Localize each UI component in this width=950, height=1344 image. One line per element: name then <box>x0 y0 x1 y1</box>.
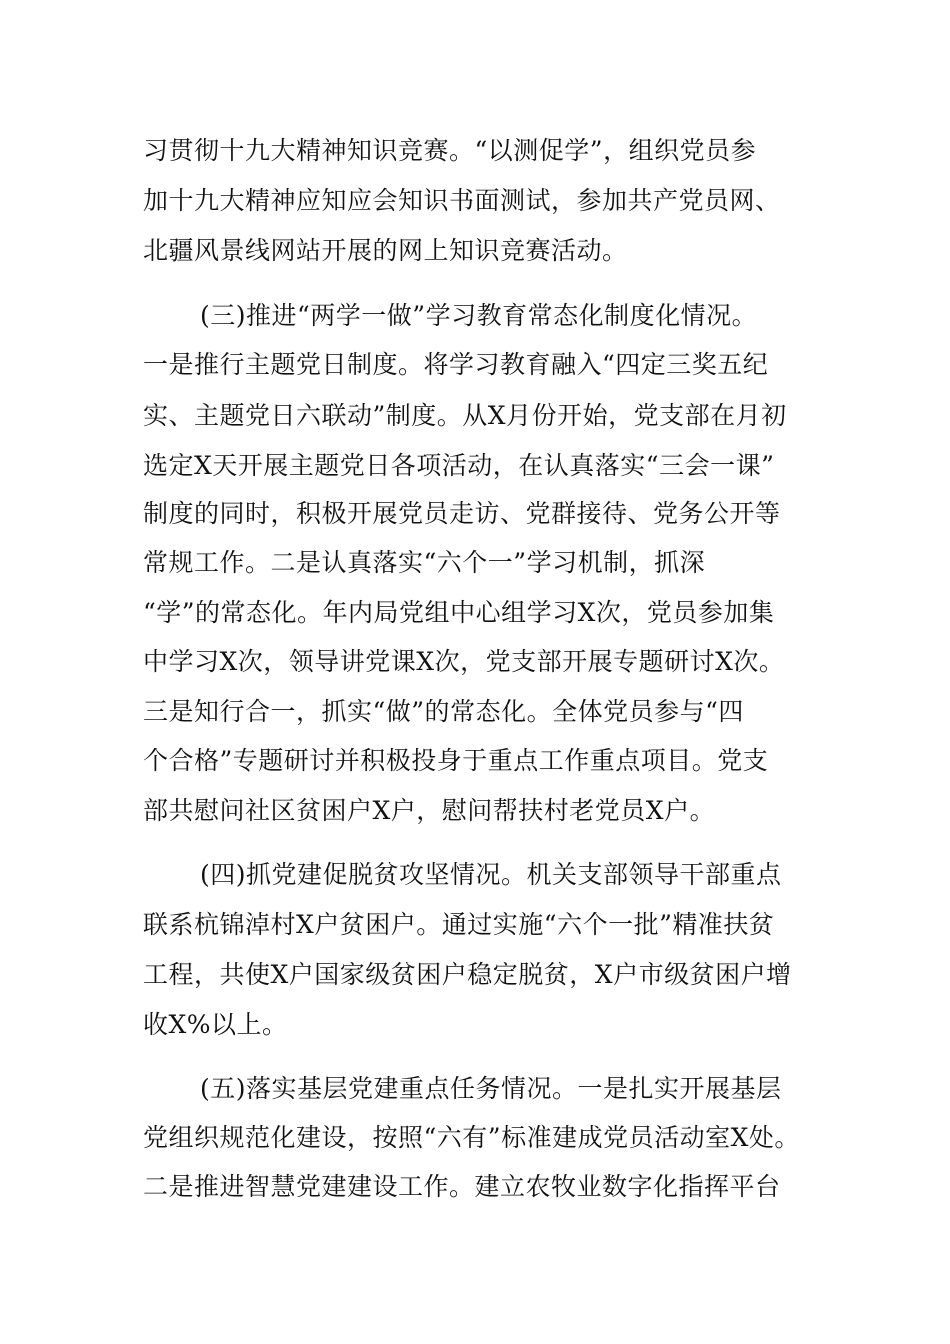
text-line: 部共慰问社区贫困户X户，慰问帮扶村老党员X户。 <box>143 796 716 825</box>
paragraph-heading-5: (五)落实基层党建重点任务情况。一是扎实开展基层 <box>200 1074 782 1103</box>
paragraph-heading-3: (三)推进“两学一做”学习教育常态化制度化情况。 <box>200 301 758 330</box>
text-line: “学”的常态化。年内局党组中心组学习X次，党员参加集 <box>143 598 775 627</box>
text-line: 个合格”专题研讨并积极投身于重点工作重点项目。党支 <box>143 746 769 775</box>
text-line: 收X%以上。 <box>143 1010 288 1039</box>
text-line: 实、主题党日六联动”制度。从X月份开始，党支部在月初 <box>143 401 787 430</box>
text-line: 二是推进智慧党建建设工作。建立农牧业数字化指挥平台 <box>143 1172 781 1201</box>
text-line: 习贯彻十九大精神知识竞赛。“以测促学”，组织党员参 <box>143 136 757 165</box>
text-line: 制度的同时，积极开展党员走访、党群接待、党务公开等 <box>143 499 781 528</box>
text-line: 一是推行主题党日制度。将学习教育融入“四定三奖五纪 <box>143 350 769 379</box>
text-line: 北疆风景线网站开展的网上知识竞赛活动。 <box>143 236 628 265</box>
text-line: 加十九大精神应知应会知识书面测试，参加共产党员网、 <box>143 186 781 215</box>
text-line: 中学习X次，领导讲党课X次，党支部开展专题研讨X次。 <box>143 647 785 676</box>
text-line: 工程，共使X户国家级贫困户稳定脱贫，X户市级贫困户增 <box>143 960 792 989</box>
text-line: 联系杭锦淖村X户贫困户。通过实施“六个一批”精准扶贫 <box>143 910 775 939</box>
paragraph-heading-4: (四)抓党建促脱贫攻坚情况。机关支部领导干部重点 <box>200 860 782 889</box>
text-line: 常规工作。二是认真落实“六个一”学习机制，抓深 <box>143 548 706 577</box>
text-line: 选定X天开展主题党日各项活动，在认真落实“三会一课” <box>143 451 775 480</box>
text-line: 党组织规范化建设，按照“六有”标准建成党员活动室X处。 <box>143 1123 800 1152</box>
text-line: 三是知行合一，抓实“做”的常态化。全体党员参与“四 <box>143 697 744 726</box>
